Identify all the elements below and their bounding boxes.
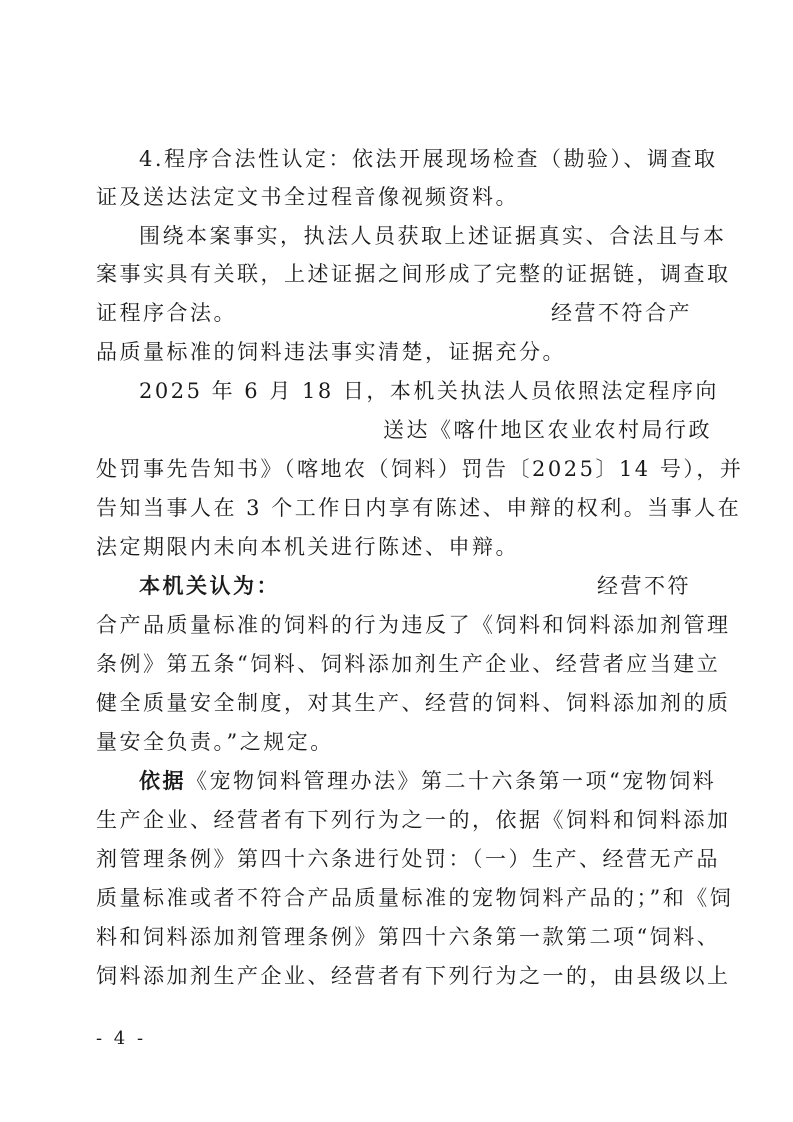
paragraph-5-line-6: 饲料添加剂生产企业、经营者有下列行为之一的，由县级以上 [96,964,731,988]
paragraph-3-line-5: 法定期限内未向本机关进行陈述、申辩。 [96,535,519,559]
paragraph-2-line-1: 围绕本案事实，执法人员获取上述证据真实、合法且与本 [139,224,727,248]
page-number: - 4 - [96,1028,147,1049]
paragraph-3-line-2: 送达《喀什地区农业农村局行政 [383,418,712,442]
paragraph-1-line-1: 4.程序合法性认定：依法开展现场检查（勘验）、调查取 [139,147,718,171]
paragraph-5-line-5: 料和饲料添加剂管理条例》第四十六条第一款第二项“饲料、 [96,925,721,949]
paragraph-5-line-3: 剂管理条例》第四十六条进行处罚：（一）生产、经营无产品 [96,847,720,871]
paragraph-3-line-1: 2025 年 6 月 18 日，本机关执法人员依照法定程序向 [139,379,719,403]
paragraph-4-line-5: 量安全负责。”之规定。 [96,730,334,754]
paragraph-4-line-1b: 经营不符 [597,574,691,598]
paragraph-2-line-4: 品质量标准的饲料违法事实清楚，证据充分。 [96,340,566,364]
paragraph-2-line-3a: 证程序合法。 [96,301,237,325]
paragraph-5-line-1b: 《宠物饲料管理办法》第二十六条第一项“宠物饲料 [186,769,717,793]
paragraph-1-line-2: 证及送达法定文书全过程音像视频资料。 [96,185,519,209]
paragraph-5-line-4: 质量标准或者不符合产品质量标准的宠物饲料产品的；”和《饲 [96,886,734,910]
paragraph-4-line-3: 条例》第五条“饲料、饲料添加剂生产企业、经营者应当建立 [96,652,721,676]
paragraph-3-line-4: 告知当事人在 3 个工作日内享有陈述、申辩的权利。当事人在 [96,496,742,520]
paragraph-2-line-2: 案事实具有关联，上述证据之间形成了完整的证据链，调查取 [96,262,731,286]
paragraph-4-line-2: 合产品质量标准的饲料的行为违反了《饲料和饲料添加剂管理 [96,613,731,637]
paragraph-4-line-4: 健全质量安全制度，对其生产、经营的饲料、饲料添加剂的质 [96,691,731,715]
paragraph-4-heading: 本机关认为： [139,573,280,598]
paragraph-5-line-2: 生产企业、经营者有下列行为之一的，依据《饲料和饲料添加 [96,808,731,832]
paragraph-2-line-3b: 经营不符合产 [551,301,692,325]
paragraph-3-line-3: 处罚事先告知书》（喀地农（饲料）罚告〔2025〕14 号），并 [96,457,744,481]
paragraph-5-heading: 依据 [139,768,186,793]
